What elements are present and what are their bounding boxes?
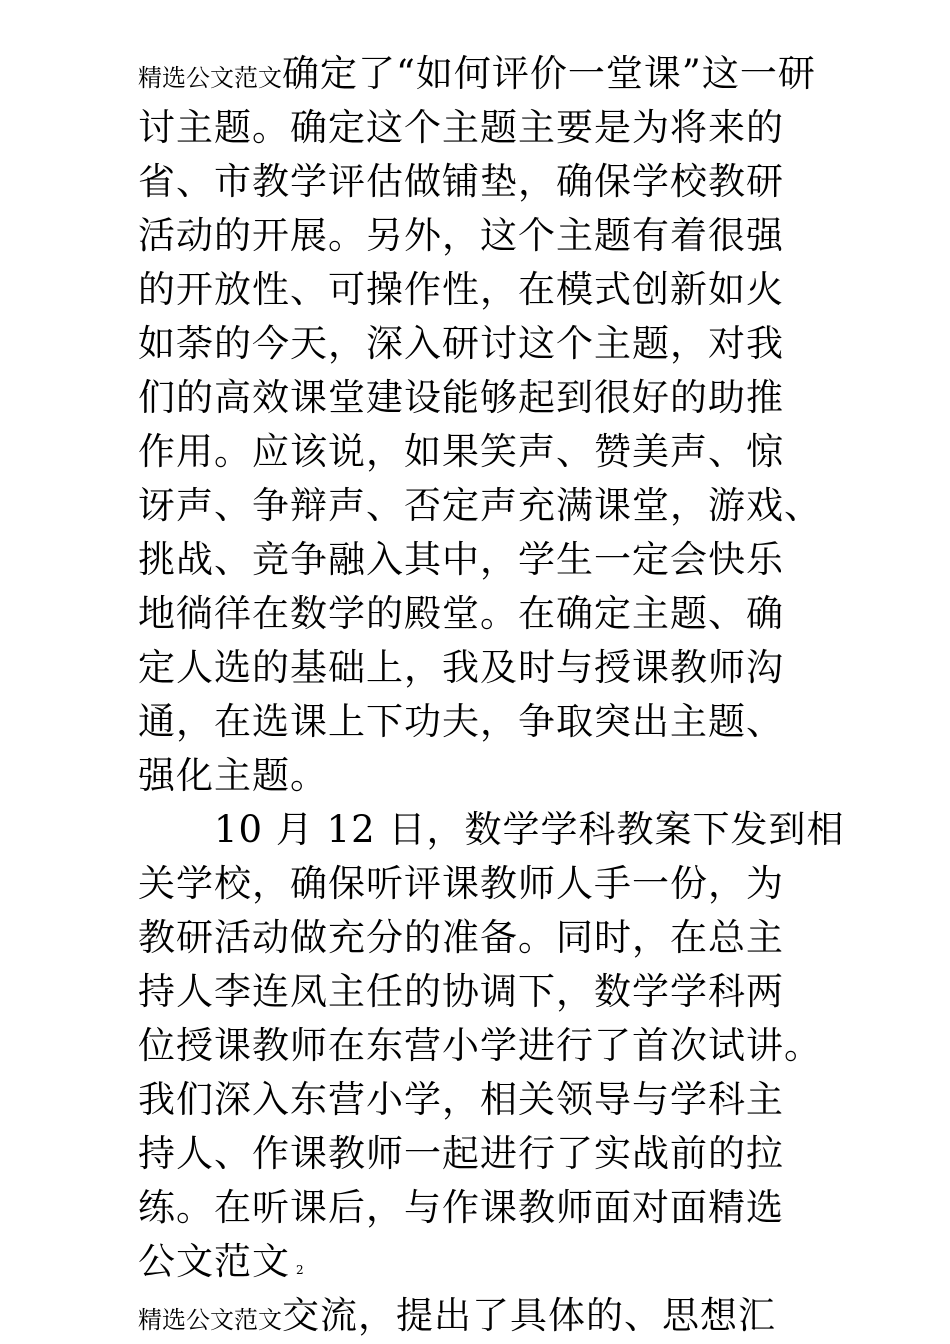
text-line: 持人、作课教师一起进行了实战前的拉 bbox=[138, 1132, 784, 1175]
page-number: 2 bbox=[296, 1263, 305, 1277]
text-line: 定人选的基础上，我及时与授课教师沟 bbox=[138, 646, 784, 689]
text-line: 位授课教师在东营小学进行了首次试讲。 bbox=[138, 1024, 822, 1067]
text-line: 练。在听课后，与作课教师面对面精选 bbox=[138, 1186, 784, 1229]
text-line: 公文范文 2 bbox=[138, 1240, 305, 1283]
text-line: 强化主题。 bbox=[138, 754, 328, 797]
text-line: 精选公文范文确定了“如何评价一堂课”这一研 bbox=[138, 52, 816, 95]
text-line: 们的高效课堂建设能够起到很好的助推 bbox=[138, 376, 784, 419]
text-line: 讨主题。确定这个主题主要是为将来的 bbox=[138, 106, 784, 149]
text-line: 地徜徉在数学的殿堂。在确定主题、确 bbox=[138, 592, 784, 635]
text-line: 持人李连凤主任的协调下，数学学科两 bbox=[138, 970, 784, 1013]
text-line: 讶声、争辩声、否定声充满课堂，游戏、 bbox=[138, 484, 822, 527]
header-label: 精选公文范文 bbox=[138, 1306, 282, 1334]
text-line: 我们深入东营小学，相关领导与学科主 bbox=[138, 1078, 784, 1121]
header-label: 精选公文范文 bbox=[138, 64, 282, 92]
text-line: 通，在选课上下功夫，争取突出主题、 bbox=[138, 700, 784, 743]
text-line: 关学校，确保听评课教师人手一份，为 bbox=[138, 862, 784, 905]
paragraph-start-line: 10 月 12 日，数学学科教案下发到相 bbox=[214, 808, 845, 851]
text-line: 挑战、竞争融入其中，学生一定会快乐 bbox=[138, 538, 784, 581]
text-line: 教研活动做充分的准备。同时，在总主 bbox=[138, 916, 784, 959]
text-line: 省、市教学评估做铺垫，确保学校教研 bbox=[138, 160, 784, 203]
text-line: 如荼的今天，深入研讨这个主题，对我 bbox=[138, 322, 784, 365]
text-line: 精选公文范文交流，提出了具体的、思想汇 bbox=[138, 1294, 776, 1337]
text-line: 活动的开展。另外，这个主题有着很强 bbox=[138, 214, 784, 257]
text-line: 作用。应该说，如果笑声、赞美声、惊 bbox=[138, 430, 784, 473]
text-line: 的开放性、可操作性，在模式创新如火 bbox=[138, 268, 784, 311]
